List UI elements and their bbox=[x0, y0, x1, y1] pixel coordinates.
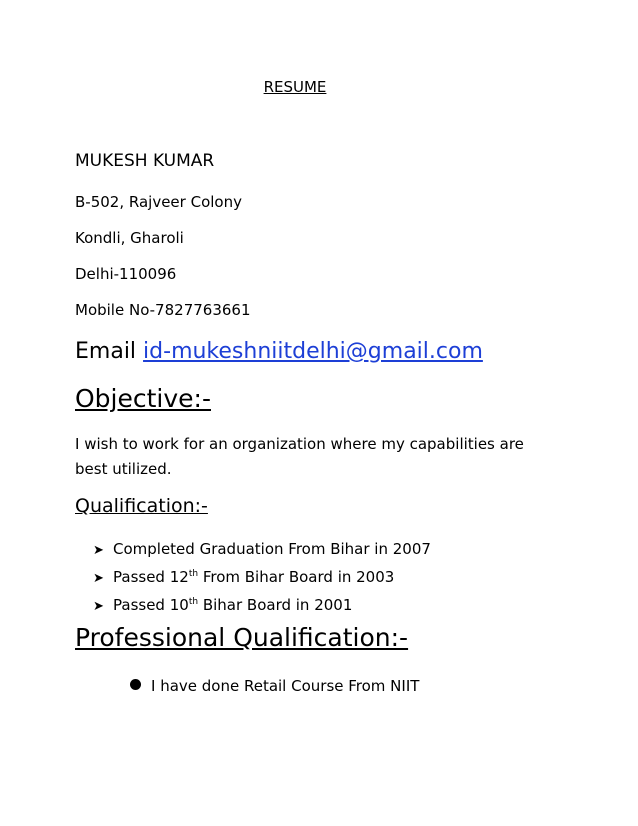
arrow-bullet-icon: ➤ bbox=[93, 571, 104, 586]
item-text: Passed 10 bbox=[113, 596, 189, 614]
qualification-heading: Qualification:- bbox=[75, 495, 208, 517]
item-superscript: th bbox=[188, 569, 199, 579]
candidate-name: MUKESH KUMAR bbox=[75, 151, 215, 171]
item-text-tail: Bihar Board in 2001 bbox=[198, 596, 353, 614]
list-item bbox=[93, 534, 431, 562]
email-link[interactable]: id-mukeshniitdelhi@gmail.com bbox=[143, 339, 483, 364]
address-line-2: Kondli, Gharoli bbox=[75, 229, 184, 247]
mobile-number: Mobile No-7827763661 bbox=[75, 301, 251, 319]
qualification-list bbox=[93, 534, 431, 618]
address-line-1: B-502, Rajveer Colony bbox=[75, 193, 242, 211]
resume-title: RESUME bbox=[263, 78, 327, 96]
email-row bbox=[75, 339, 483, 364]
address-line-3: Delhi-110096 bbox=[75, 265, 177, 283]
professional-heading: Professional Qualification:- bbox=[75, 623, 409, 652]
arrow-bullet-icon: ➤ bbox=[93, 543, 104, 558]
list-item bbox=[93, 562, 431, 590]
arrow-bullet-icon: ➤ bbox=[93, 599, 104, 614]
item-text-tail: From Bihar Board in 2003 bbox=[198, 568, 395, 586]
objective-text: I wish to work for an organization where my capabilities are best utilized. bbox=[75, 435, 524, 478]
professional-item bbox=[130, 677, 419, 695]
dot-bullet-icon bbox=[130, 679, 141, 690]
professional-item-text: I have done Retail Course From NIIT bbox=[151, 677, 420, 695]
list-item bbox=[93, 590, 431, 618]
item-text: Completed Graduation From Bihar in 2007 bbox=[113, 540, 431, 558]
email-label: Email bbox=[75, 339, 137, 364]
objective-heading: Objective:- bbox=[75, 384, 211, 413]
item-superscript: th bbox=[188, 597, 199, 607]
item-text: Passed 12 bbox=[113, 568, 189, 586]
